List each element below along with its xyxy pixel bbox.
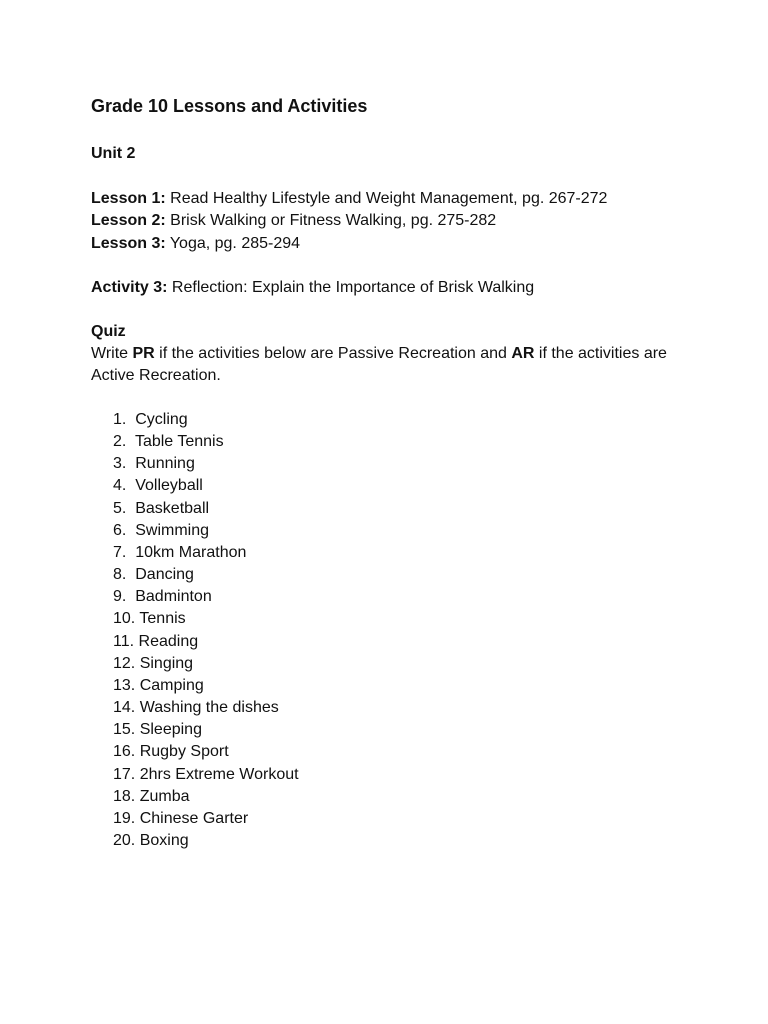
item-number: 17. (113, 765, 136, 783)
document-title: Grade 10 Lessons and Activities (91, 96, 368, 116)
item-text: Dancing (135, 566, 194, 584)
quiz-item (113, 453, 299, 475)
quiz-item (113, 808, 299, 830)
item-text: Reading (138, 632, 199, 650)
quiz-item (113, 431, 299, 453)
quiz-item (113, 475, 299, 497)
quiz-item (113, 786, 299, 808)
item-number: 12. (113, 654, 136, 672)
item-number: 7. (113, 543, 127, 561)
item-number: 9. (113, 588, 127, 606)
item-number: 20. (113, 831, 136, 849)
quiz-item (113, 564, 299, 586)
instruction-text: if the activities are Active Recreation. (91, 345, 667, 385)
instruction-text: Write (91, 345, 133, 362)
quiz-heading: Quiz (91, 323, 126, 340)
item-text: Chinese Garter (139, 809, 249, 827)
item-text: 2hrs Extreme Workout (139, 765, 299, 783)
quiz-item (113, 719, 299, 741)
lesson-text: Yoga, pg. 285-294 (169, 234, 301, 252)
item-number: 10. (113, 610, 136, 628)
ar-code: AR (511, 345, 535, 362)
item-text: 10km Marathon (135, 543, 247, 561)
item-number: 16. (113, 743, 136, 761)
quiz-item (113, 586, 299, 608)
lesson-text: Read Healthy Lifestyle and Weight Management, pg. 267-272 (170, 190, 608, 207)
item-text: Volleyball (135, 477, 203, 495)
lesson-text: Brisk Walking or Fitness Walking, pg. 275-282 (170, 212, 497, 230)
item-text: Washing the dishes (139, 699, 279, 717)
lesson-line (91, 210, 607, 232)
quiz-item (113, 631, 299, 653)
item-number: 5. (113, 499, 127, 517)
quiz-instruction (91, 343, 691, 388)
quiz-item (113, 653, 299, 675)
pr-code: PR (132, 345, 155, 362)
item-text: Table Tennis (134, 433, 224, 451)
quiz-items-list (113, 409, 299, 852)
item-number: 15. (113, 721, 136, 739)
quiz-item (113, 697, 299, 719)
item-text: Boxing (139, 831, 189, 849)
lesson-line (91, 188, 607, 210)
item-number: 6. (113, 521, 127, 539)
instruction-text: if the activities below are Passive Recreation and (154, 345, 512, 362)
item-text: Sleeping (139, 721, 202, 739)
quiz-item (113, 741, 299, 763)
unit-heading: Unit 2 (91, 145, 136, 162)
item-number: 3. (113, 455, 127, 473)
item-text: Zumba (139, 787, 190, 805)
activity-text: Reflection: Explain the Importance of Brisk Walking (171, 279, 535, 296)
item-text: Badminton (135, 588, 212, 606)
lesson-label: Lesson 1: (91, 190, 166, 207)
activity-line (91, 277, 534, 299)
item-number: 8. (113, 566, 127, 584)
item-number: 11. (113, 632, 135, 650)
quiz-item (113, 675, 299, 697)
item-number: 18. (113, 787, 136, 805)
item-text: Tennis (139, 610, 186, 628)
item-text: Swimming (135, 521, 210, 539)
lesson-label: Lesson 3: (91, 234, 166, 252)
item-number: 19. (113, 809, 136, 827)
quiz-item (113, 764, 299, 786)
quiz-item (113, 409, 299, 431)
item-text: Basketball (135, 499, 210, 517)
item-number: 13. (113, 676, 136, 694)
item-text: Camping (139, 676, 204, 694)
activity-label: Activity 3: (91, 279, 168, 296)
item-text: Cycling (135, 411, 188, 428)
lesson-label: Lesson 2: (91, 212, 166, 230)
quiz-item (113, 520, 299, 542)
quiz-item (113, 542, 299, 564)
item-text: Singing (139, 654, 194, 672)
lesson-line (91, 233, 607, 255)
quiz-item (113, 608, 299, 630)
quiz-item (113, 498, 299, 520)
lessons-list (91, 188, 607, 255)
quiz-item (113, 830, 299, 852)
item-number: 14. (113, 699, 136, 717)
item-text: Running (135, 455, 195, 473)
item-number: 4. (113, 477, 127, 495)
item-number: 2. (113, 433, 127, 451)
item-text: Rugby Sport (139, 743, 229, 761)
item-number: 1. (113, 411, 127, 428)
